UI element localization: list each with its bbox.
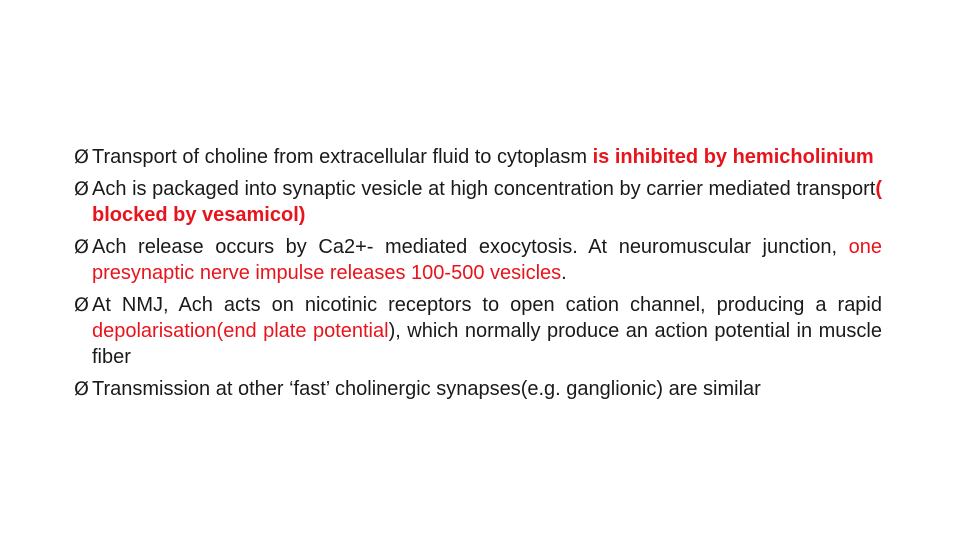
arrow-bullet-icon: Ø [74, 236, 89, 258]
bullet-text: Transport of choline from extracellular fluid to cytoplasm [92, 146, 593, 168]
arrow-bullet-icon: Ø [74, 378, 89, 400]
bullet-vesicle-packaging [74, 176, 882, 228]
highlight-text: is inhibited by hemicholinium [592, 146, 874, 168]
bullet-text: Ach release occurs by Ca2+- mediated exocytosis. At neuromuscular junction, [92, 236, 849, 258]
bullet-text: . [561, 262, 567, 284]
bullet-text: At NMJ, Ach acts on nicotinic receptors to open cation channel, producing a rapid [92, 294, 882, 316]
arrow-bullet-icon: Ø [74, 146, 89, 168]
bullet-nmj-action [74, 292, 882, 370]
bullet-text: Transmission at other ‘fast’ cholinergic synapses(e.g. ganglionic) are similar [92, 378, 761, 400]
arrow-bullet-icon: Ø [74, 294, 89, 316]
bullet-fast-synapses [74, 376, 882, 402]
arrow-bullet-icon: Ø [74, 178, 89, 200]
highlight-text: one presynaptic nerve impulse releases 100-500 vesicles [92, 236, 882, 284]
bullet-ach-release [74, 234, 882, 286]
bullet-list [74, 144, 882, 408]
highlight-text: depolarisation(end plate potential [92, 320, 389, 342]
bullet-text: ), which normally produce an action potential in muscle fiber [92, 320, 882, 368]
highlight-text: ( blocked by vesamicol) [92, 178, 882, 226]
bullet-choline-transport [74, 144, 882, 170]
bullet-text: Ach is packaged into synaptic vesicle at high concentration by carrier mediated transport [92, 178, 876, 200]
